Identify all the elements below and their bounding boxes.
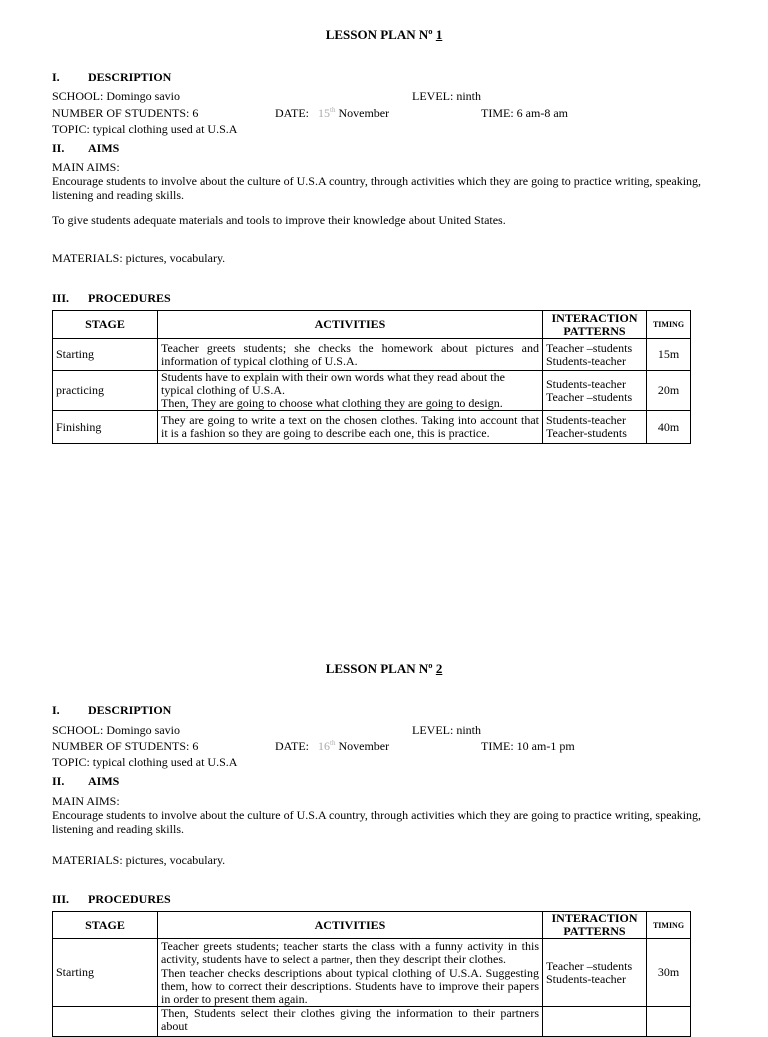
table-row [53,1007,691,1037]
plan2-materials: MATERIALS: pictures, vocabulary. [52,853,226,867]
timing-cell: 20m [647,371,691,411]
plan2-time: TIME: 10 am-1 pm [481,739,575,753]
plan1-level: LEVEL: ninth [412,89,481,103]
header-stage: STAGE [53,912,158,939]
header-interaction: INTERACTION PATTERNS [543,912,647,939]
plan2-procedures-table [52,911,691,1037]
interaction-cell: Students-teacher Teacher –students [543,371,647,411]
activities-cell: Teacher greets students; she checks the homework about pictures and information of typical clothing of U.S.A. [158,339,543,371]
stage-cell: Finishing [53,411,158,444]
table-row [53,939,691,1007]
interaction-cell [543,1007,647,1037]
interaction-cell: Teacher –students Students-teacher [543,939,647,1007]
plan2-main-aims: Encourage students to involve about the culture of U.S.A country, through activities which they are going to practice writing, speaking, listening and reading skills. [52,808,702,836]
activities-cell: Then, Students select their clothes giving the information to their partners about [158,1007,543,1037]
plan1-main-aims: Encourage students to involve about the culture of U.S.A country, through activities which they are going to practice writing, speaking, listening and reading skills. [52,174,702,202]
header-timing: TIMING [647,311,691,339]
plan2-date-day: 16th [318,739,336,753]
plan2-section-description: I. DESCRIPTION [52,703,172,717]
header-timing: TIMING [647,912,691,939]
plan1-section-aims: II. AIMS [52,141,120,155]
timing-cell [647,1007,691,1037]
plan2-table-header [53,912,691,939]
stage-cell [53,1007,158,1037]
plan2-topic: TOPIC: typical clothing used at U.S.A [52,755,238,769]
plan2-level: LEVEL: ninth [412,723,481,737]
plan1-date-day: 15th [318,106,336,120]
timing-cell: 15m [647,339,691,371]
interaction-cell: Students-teacher Teacher-students [543,411,647,444]
plan2-section-aims: II. AIMS [52,774,120,788]
plan2-main-aims-label: MAIN AIMS: [52,794,120,808]
header-stage: STAGE [53,311,158,339]
table-row [53,371,691,411]
plan1-table-header [53,311,691,339]
plan1-materials: MATERIALS: pictures, vocabulary. [52,251,226,265]
plan1-time: TIME: 6 am-8 am [481,106,568,120]
table-row [53,339,691,371]
plan1-main-aims-label: MAIN AIMS: [52,160,120,174]
plan2-title: LESSON PLAN Nº 2 [325,661,443,676]
plan2-students: NUMBER OF STUDENTS: 6 [52,739,199,753]
plan1-section-description: I. DESCRIPTION [52,70,172,84]
timing-cell: 30m [647,939,691,1007]
plan1-aim2: To give students adequate materials and tools to improve their knowledge about United States. [52,213,506,227]
plan2-date: DATE: 16th November [275,739,390,753]
table-row [53,411,691,444]
timing-cell: 40m [647,411,691,444]
plan2-school: SCHOOL: Domingo savio [52,723,181,737]
plan1-school: SCHOOL: Domingo savio [52,89,181,103]
plan2-section-procedures: III. PROCEDURES [52,892,171,906]
stage-cell: Starting [53,339,158,371]
stage-cell: Starting [53,939,158,1007]
stage-cell: practicing [53,371,158,411]
header-interaction: INTERACTION PATTERNS [543,311,647,339]
plan1-title: LESSON PLAN Nº 1 [325,27,443,42]
header-activities: ACTIVITIES [158,912,543,939]
plan1-students: NUMBER OF STUDENTS: 6 [52,106,199,120]
plan1-topic: TOPIC: typical clothing used at U.S.A [52,122,238,136]
plan1-section-procedures: III. PROCEDURES [52,291,171,305]
activities-cell: Teacher greets students; teacher starts the class with a funny activity in this activity, students have to select a partner, then they descript their clothes. Then teacher checks descriptions about typical clothing of U.S.A. Suggesting them, how to correct their descriptions. Students have to improve their papers in order to present them again. [158,939,543,1007]
activities-cell: They are going to write a text on the chosen clothes. Taking into account that it is a fashion so they are going to describe each one, this is practice. [158,411,543,444]
activities-cell: Students have to explain with their own words what they read about the typical clothing of U.S.A. Then, They are going to choose what clothing they are going to design. [158,371,543,411]
header-activities: ACTIVITIES [158,311,543,339]
interaction-cell: Teacher –students Students-teacher [543,339,647,371]
plan1-date: DATE: 15th November [275,106,390,120]
plan1-procedures-table [52,310,691,444]
